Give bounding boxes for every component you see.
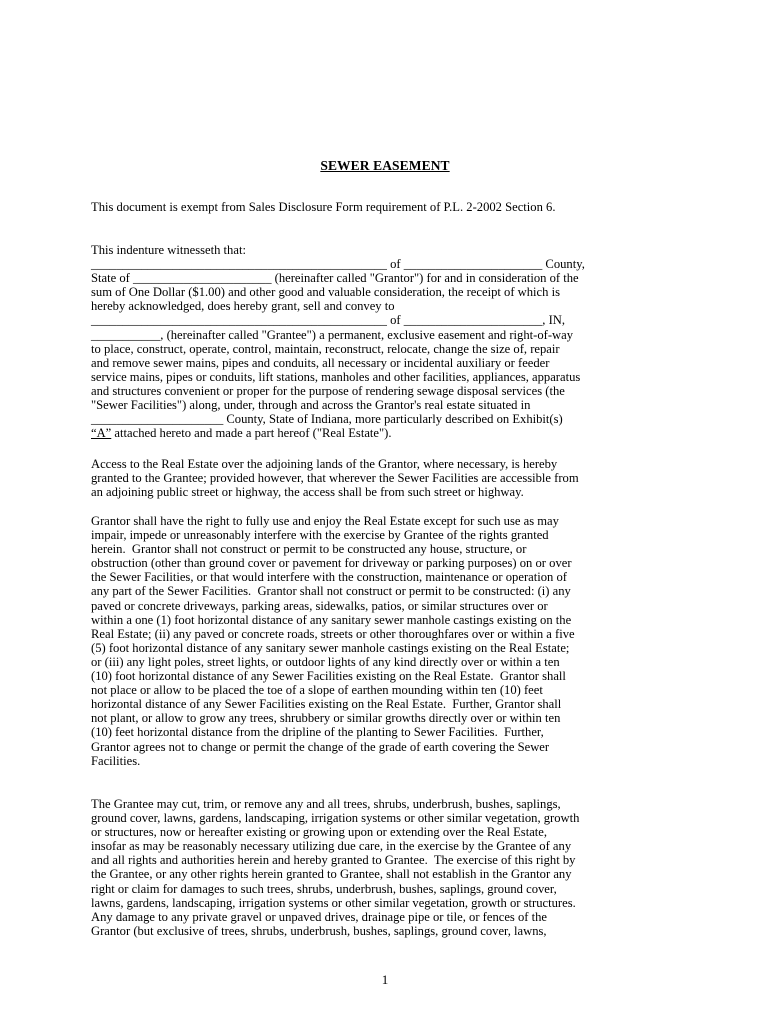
text-line: (10) feet horizontal distance from the dripline of the planting to Sewer Facilities. Further, (91, 725, 544, 740)
text-line: and structures convenient or proper for the purpose of rendering sewage disposal services (the (91, 383, 565, 398)
text-line: impair, impede or unreasonably interfere with the exercise by Grantee of the rights granted (91, 528, 549, 543)
text-line: the Grantee, or any other rights herein granted to Grantee, shall not establish in the Grantor any (91, 867, 572, 882)
text-line: obstruction (other than ground cover or pavement for driveway or parking purposes) on or over (91, 556, 572, 571)
text-line: service mains, pipes or conduits, lift stations, manholes and other facilities, appliances, apparatus (91, 369, 581, 384)
text-line: horizontal distance of any Sewer Facilities existing on the Real Estate. Further, Grantor shall (91, 697, 562, 712)
text-line: right or claim for damages to such trees, shrubs, underbrush, bushes, saplings, ground cover, (91, 881, 557, 896)
text-line: an adjoining public street or highway, the access shall be from such street or highway. (91, 485, 524, 500)
grantor-rights-paragraph (91, 514, 691, 768)
text-line: This indenture witnesseth that: (91, 243, 246, 257)
text-line: hereby acknowledged, does hereby grant, sell and convey to (91, 299, 395, 314)
text-line: any part of the Sewer Facilities. Grantor shall not construct or permit to be constructed: (i) any (91, 584, 571, 599)
text-line: Access to the Real Estate over the adjoining lands of the Grantor, where necessary, is hereby (91, 457, 558, 471)
text-line: herein. Grantor shall not construct or permit to be constructed any house, structure, or (91, 542, 527, 557)
grantee-paragraph (91, 797, 691, 938)
grant-paragraph (91, 243, 691, 440)
page-number: 1 (381, 972, 389, 987)
text-line: and all rights and authorities herein and hereby granted to Grantee. The exercise of this right by (91, 853, 576, 868)
text-line: or structures, now or hereafter existing or growing upon or extending over the Real Estate, (91, 825, 548, 840)
text-line: lawns, gardens, landscaping, irrigation systems or other similar vegetation, growth or structures. (91, 895, 576, 910)
text-line: Grantor (but exclusive of trees, shrubs, underbrush, bushes, saplings, ground cover, lawns, (91, 923, 547, 938)
document-title: SEWER EASEMENT (320, 158, 450, 173)
text-line: or (iii) any light poles, street lights, or outdoor lights of any kind directly over or within a ten (91, 654, 560, 669)
text-line: _______________________________________________ of ______________________, IN, (91, 313, 566, 328)
text-line: Grantor agrees not to change or permit the change of the grade of earth covering the Sewer (91, 739, 550, 754)
text-line: The Grantee may cut, trim, or remove any and all trees, shrubs, underbrush, bushes, saplings, (91, 797, 561, 811)
exhibit-reference-line (91, 426, 691, 440)
text-line: Grantor shall have the right to fully use and enjoy the Real Estate except for such use as may (91, 514, 559, 528)
text-line: State of ______________________ (hereinafter called "Grantor") for and in consideration of the (91, 271, 579, 286)
text-line: and remove sewer mains, pipes and conduits, all necessary or incidental auxiliary or feeder (91, 355, 550, 370)
text-line: paved or concrete driveways, parking areas, sidewalks, patios, or similar structures over or (91, 598, 548, 613)
text-line: not plant, or allow to grow any trees, shrubbery or similar growths directly over or within ten (91, 711, 561, 726)
text-line: granted to the Grantee; provided however, that wherever the Sewer Facilities are accessible from (91, 471, 579, 486)
exhibit-tail-text: attached hereto and made a part hereof ("Real Estate"). (111, 426, 392, 441)
text-line: insofar as may be reasonably necessary utilizing due care, in the exercise by the Grantee of any (91, 839, 572, 854)
text-line: within a one (1) foot horizontal distance of any sanitary sewer manhole castings existing on the (91, 612, 572, 627)
text-line: Facilities. (91, 753, 141, 768)
text-line: ground cover, lawns, gardens, landscaping, irrigation systems or other similar vegetation, growth (91, 811, 580, 826)
text-line: not place or allow to be placed the toe of a slope of earthen mounding within ten (10) feet (91, 683, 543, 698)
text-line: Real Estate; (ii) any paved or concrete roads, streets or other thoroughfares over or within a five (91, 626, 575, 641)
text-line: _____________________ County, State of Indiana, more particularly described on Exhibit(s) (91, 412, 563, 427)
text-line: sum of One Dollar ($1.00) and other good and valuable consideration, the receipt of which is (91, 285, 560, 300)
text-line: ___________, (hereinafter called "Grantee") a permanent, exclusive easement and right-of-way (91, 327, 573, 342)
text-line: (5) foot horizontal distance of any sanitary sewer manhole castings existing on the Real Estate; (91, 640, 570, 655)
exempt-notice-text: This document is exempt from Sales Disclosure Form requirement of P.L. 2-2002 Section 6. (91, 200, 556, 214)
text-line: Any damage to any private gravel or unpaved drives, drainage pipe or tile, or fences of the (91, 909, 548, 924)
access-paragraph (91, 457, 691, 499)
text-line: the Sewer Facilities, or that would interfere with the construction, maintenance or operation of (91, 570, 567, 585)
exhibit-label: “A” (91, 426, 112, 441)
exempt-notice (91, 200, 691, 214)
text-line: (10) foot horizontal distance of any Sewer Facilities existing on the Real Estate. Grantor shall (91, 669, 566, 684)
text-line: "Sewer Facilities") along, under, through and across the Grantor's real estate situated in (91, 398, 531, 413)
text-line: _______________________________________________ of ______________________ County, (91, 257, 585, 272)
text-line: to place, construct, operate, control, maintain, reconstruct, relocate, change the size of, repair (91, 341, 560, 356)
